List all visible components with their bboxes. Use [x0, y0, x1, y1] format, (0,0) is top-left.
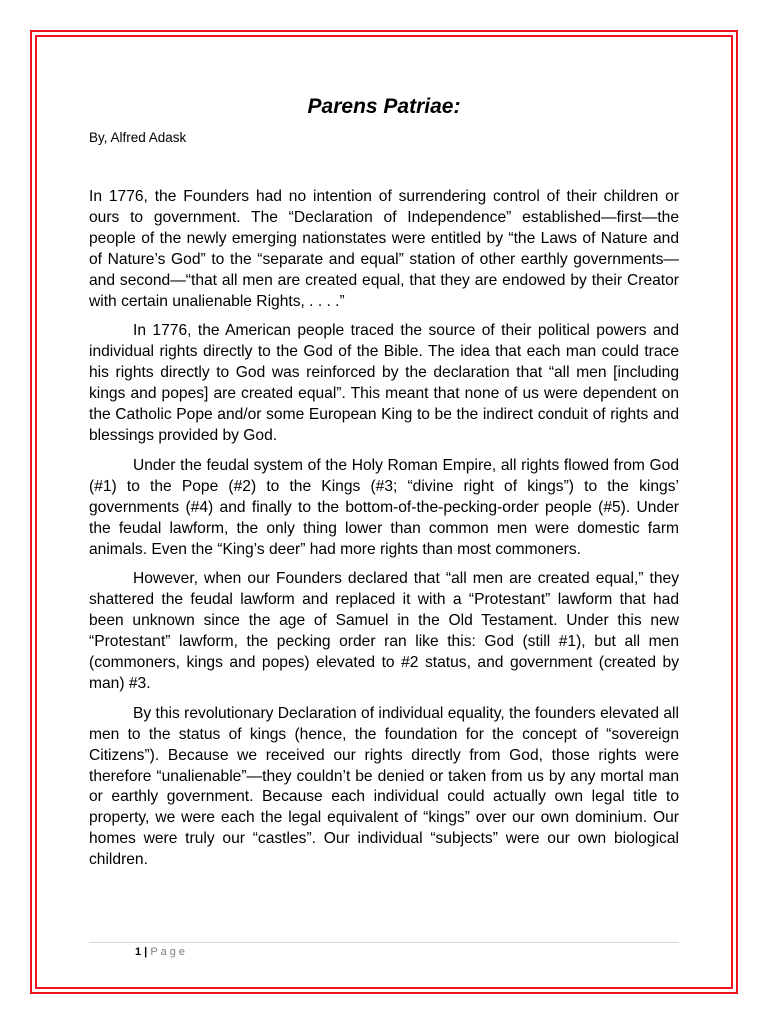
document-body [89, 187, 679, 880]
footer-separator: | [141, 946, 151, 958]
paragraph-1: In 1776, the Founders had no intention of surrendering control of their children or ours to government. The “Declaration of Independence” established—first—the people of the newly emerging nationstates were entitled by “the Laws of Nature and of Nature’s God” to the “separate and equal” station of other earthly governments—and second—“that all men are created equal, that they are endowed by their Creator with certain unalienable Rights, . . . .” [89, 188, 679, 310]
paragraph-3: Under the feudal system of the Holy Roman Empire, all rights flowed from God (#1) to the Pope (#2) to the Kings (#3; “divine right of kings”) to the kings’ governments (#4) and finally to the bottom-of-the-pecking-order people (#5). Under the feudal lawform, the only thing lower than common men were domestic farm animals. Even the “King’s deer” had more rights than most commoners. [89, 456, 679, 558]
paragraph-2: In 1776, the American people traced the source of their political powers and individual rights directly to the God of the Bible. The idea that each man could trace his rights directly to God was reinforced by the declaration that “all men [including kings and popes] are created equal”. This meant that none of us were dependent on the Catholic Pope and/or some European King to be the indirect conduit of rights and blessings provided by God. [89, 322, 679, 444]
page-footer [135, 946, 188, 958]
page-label: Page [150, 946, 189, 958]
author-byline: By, Alfred Adask [89, 130, 187, 145]
footer-divider [89, 942, 679, 943]
paragraph-4: However, when our Founders declared that “all men are created equal,” they shattered the feudal lawform and replaced it with a “Protestant” lawform that had been unknown since the age of Samuel in the Old Testament. Under this new “Protestant” lawform, the pecking order ran like this: God (still #1), but all men (commoners, kings and popes) elevated to #2 status, and government (created by man) #3. [89, 570, 679, 692]
paragraph-5: By this revolutionary Declaration of individual equality, the founders elevated all men to the status of kings (hence, the foundation for the concept of “sovereign Citizens”). Because we received our rights directly from God, those rights were therefore “unalienable”—they couldn’t be denied or taken from us by any mortal man or earthly government. Because each individual could actually own legal title to property, we were each the legal equivalent of “kings” over our own dominium. Our homes were truly our “castles”. Our individual “subjects” were our own biological children. [89, 704, 679, 869]
document-title: Parens Patriae: [307, 95, 461, 118]
page-number: 1 [135, 946, 142, 958]
